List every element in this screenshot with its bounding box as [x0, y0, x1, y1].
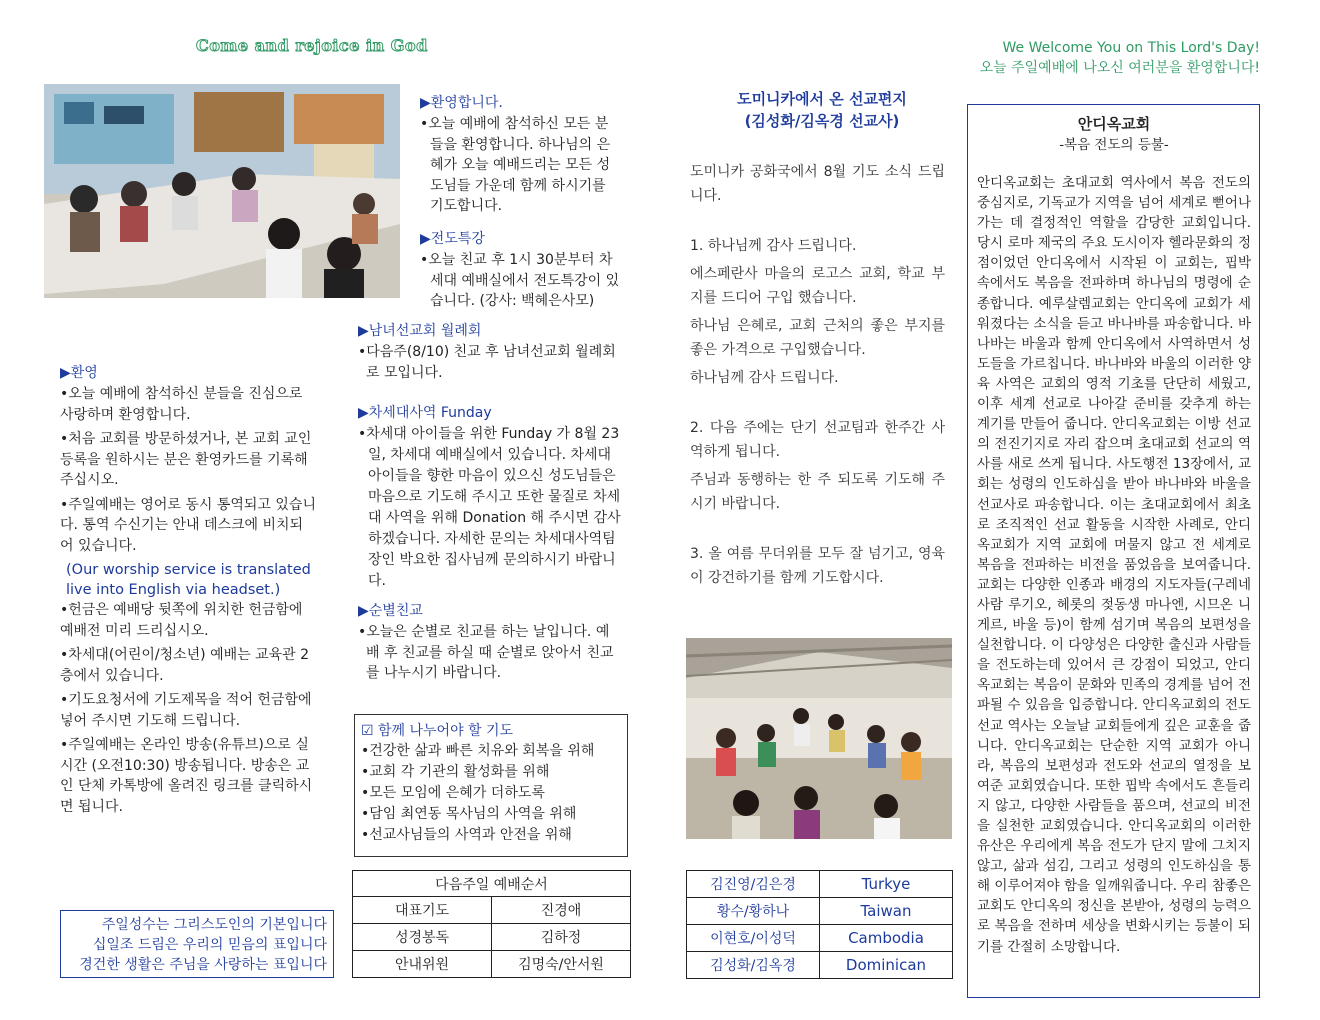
prayer-item: •교회 각 기관의 활성화를 위해 — [361, 764, 550, 780]
announcement-heading: ▶전도특강 — [420, 231, 485, 247]
announcement-funday — [358, 402, 622, 592]
welcome-heading: ▶환영 — [60, 365, 98, 381]
welcome-item: •주일예배는 영어로 동시 통역되고 있습니다. 통역 수신기는 안내 데스크에 비치되어 있습니다. — [60, 496, 316, 554]
motto-line: 경건한 생활은 주님을 사랑하는 표입니다 — [79, 957, 327, 973]
announcement-evangelism — [420, 228, 620, 312]
article-title: 안디옥교회 — [1077, 115, 1151, 133]
table-title: 다음주일 예배순서 — [353, 871, 631, 897]
english-note-line: (Our worship service is translated — [66, 562, 311, 578]
mission-letter-body — [690, 160, 945, 590]
announcement-body: •다음주(8/10) 친교 후 남녀선교회 월례회로 모입니다. — [358, 344, 616, 381]
announcement-heading: ▶차세대사역 Funday — [358, 405, 492, 421]
bulletin-slogan: Come and rejoice in God — [196, 36, 428, 55]
letter-paragraph: 하나님 은혜로, 교회 근처의 좋은 부지를 좋은 가격으로 구입했습니다. — [690, 318, 945, 358]
letter-paragraph: 3. 올 여름 무더위를 모두 잘 넘기고, 영육이 강건하기를 함께 기도합시다. — [690, 546, 945, 586]
mission-letter-header — [690, 88, 954, 132]
welcome-item: •주일예배는 온라인 방송(유튜브)으로 실시간 (오전10:30) 방송됩니다. 방송은 교인 단체 카톡방에 올려진 링크를 클릭하시면 됩니다. — [60, 737, 313, 815]
prayer-item: •담임 최연동 목사님의 사역을 위해 — [361, 806, 577, 822]
letter-paragraph: 2. 다음 주에는 단기 선교팀과 한주간 사역하게 됩니다. — [690, 420, 945, 460]
english-note-line: live into English via headset.) — [66, 582, 281, 598]
letter-paragraph: 하나님께 감사 드립니다. — [690, 370, 839, 386]
announcement-fellowship — [358, 600, 622, 684]
announcement-body: •차세대 아이들을 위한 Funday 가 8월 23일, 차세대 예배실에서 있습니다. 차세대 아이들을 향한 마음이 있으신 성도님들은 마음으로 기도해 주시고 또한 물질로 차세대 사역을 위해 Donation 해 주시면 감사하겠습니다. 자세한 문의는 차세대사역팀장인 박요한 집사님께 문의하시기 바랍니다. — [358, 426, 621, 589]
table-row — [353, 897, 631, 924]
welcome-item: •차세대(어린이/청소년) 예배는 교육관 2층에서 있습니다. — [60, 647, 310, 684]
missionary-names: 김성화/김옥경 — [687, 952, 820, 979]
announcement-heading: ▶환영합니다. — [420, 95, 503, 111]
missionary-table — [686, 870, 953, 979]
welcome-section — [60, 362, 316, 817]
order-name: 김하정 — [492, 924, 631, 951]
welcome-item: •오늘 예배에 참석하신 분들을 진심으로 사랑하며 환영합니다. — [60, 386, 303, 423]
missionary-country: Dominican — [820, 952, 953, 979]
order-name: 김명숙/안서원 — [492, 951, 631, 978]
announcement-body: •오늘은 순별로 친교를 하는 날입니다. 예배 후 친교를 하실 때 순별로 앉아서 친교를 나누시기 바랍니다. — [358, 624, 614, 681]
worship-order-table — [352, 870, 631, 978]
welcome-item: •기도요청서에 기도제목을 적어 헌금함에 넣어 주시면 기도해 드립니다. — [60, 692, 312, 729]
announcement-mission-meeting — [358, 320, 622, 383]
announcement-body: •오늘 예배에 참석하신 모든 분들을 환영합니다. 하나님의 은혜가 오늘 예배드리는 모든 성도님들 가운데 함께 하시기를 기도합니다. — [420, 116, 611, 214]
order-role: 대표기도 — [353, 897, 492, 924]
table-row — [353, 871, 631, 897]
classroom-photo — [44, 84, 400, 298]
missionary-names: 이현호/이성덕 — [687, 925, 820, 952]
order-role: 성경봉독 — [353, 924, 492, 951]
mission-church-photo-illustration — [686, 638, 952, 839]
letter-paragraph: 주님과 동행하는 한 주 되도록 기도해 주시기 바랍니다. — [690, 472, 945, 512]
announcement-heading: ▶남녀선교회 월례회 — [358, 323, 482, 339]
prayer-box — [354, 714, 628, 857]
table-row — [687, 952, 953, 979]
prayer-title: ☑ 함께 나누어야 할 기도 — [361, 723, 514, 739]
welcome-item: •처음 교회를 방문하셨거나, 본 교회 교인등록을 원하시는 분은 환영카드를 기록해 주십시오. — [60, 431, 312, 488]
letter-paragraph: 1. 하나님께 감사 드립니다. — [690, 238, 857, 254]
table-row — [353, 951, 631, 978]
mission-letter-title: 도미니카에서 온 선교편지 — [737, 90, 907, 108]
prayer-item: •모든 모임에 은혜가 더하도록 — [361, 785, 545, 801]
mission-letter-subtitle: (김성화/김옥경 선교사) — [744, 112, 900, 130]
order-role: 안내위원 — [353, 951, 492, 978]
missionary-names: 김진영/김은경 — [687, 871, 820, 898]
welcome-header — [980, 38, 1260, 78]
announcement-body: •오늘 친교 후 1시 30분부터 차세대 예배실에서 전도특강이 있습니다. (강사: 백혜은사모) — [420, 252, 620, 309]
motto-box — [60, 910, 334, 978]
letter-paragraph: 에스페란사 마을의 로고스 교회, 학교 부지를 드디어 구입 했습니다. — [690, 266, 945, 306]
motto-line: 주일성수는 그리스도인의 기본입니다 — [101, 917, 327, 933]
announcement-welcome — [420, 92, 620, 217]
motto-line: 십일조 드림은 우리의 믿음의 표입니다 — [92, 937, 327, 953]
english-translation-note — [66, 560, 316, 600]
antioch-article-box — [967, 104, 1260, 998]
missionary-names: 황수/황하나 — [687, 898, 820, 925]
article-subtitle: -복음 전도의 등불- — [1059, 137, 1169, 153]
table-row — [687, 925, 953, 952]
welcome-korean: 오늘 주일예배에 나오신 여러분을 환영합니다! — [979, 60, 1260, 76]
mission-church-photo — [686, 638, 952, 839]
letter-paragraph: 도미니카 공화국에서 8월 기도 소식 드립니다. — [690, 164, 945, 204]
classroom-photo-illustration — [44, 84, 400, 298]
missionary-country: Taiwan — [820, 898, 953, 925]
prayer-item: •건강한 삶과 빠른 치유와 회복을 위해 — [361, 743, 595, 759]
table-row — [687, 871, 953, 898]
announcement-heading: ▶순별친교 — [358, 603, 423, 619]
welcome-english: We Welcome You on This Lord's Day! — [1002, 40, 1260, 56]
table-row — [353, 924, 631, 951]
table-row — [687, 898, 953, 925]
welcome-item: •헌금은 예배당 뒷쪽에 위치한 헌금함에 예배전 미리 드리십시오. — [60, 602, 303, 639]
order-name: 진경애 — [492, 897, 631, 924]
prayer-item: •선교사님들의 사역과 안전을 위해 — [361, 827, 572, 843]
missionary-country: Turkye — [820, 871, 953, 898]
missionary-country: Cambodia — [820, 925, 953, 952]
article-body: 안디옥교회는 초대교회 역사에서 복음 전도의 중심지로, 기독교가 지역을 넘어 세계로 뻗어나가는 데 결정적인 역할을 감당한 교회입니다. 당시 로마 제국의 주요 도시이자 헬라문화의 정점이었던 안디옥에서 시작된 이 교회는, 핍박 속에서도 복음을 전파하며 하나님의 명령에 순종합니다. 예루살렘교회는 안디옥에 교회가 세워졌다는 소식을 듣고 바나바를 파송합니다. 바나바는 바울과 함께 안디옥에서 사역하면서 성도들을 가르칩니다. 바나바와 바울의 이러한 양육 사역은 교회의 영적 기초를 단단히 세웠고, 이후 세계 선교로 나아갈 준비를 갖추게 하는 계기를 만들어 줍니다. 안디옥교회는 이방 선교의 전진기지로 자리 잡으며 초대교회 선교의 역사를 새로 쓰게 됩니다. 사도행전 13장에서, 교회는 성령의 인도하심을 받아 바나바와 바울을 선교사로 파송합니다. 이는 초대교회에서 최초로 조직적인 선교 활동을 시작한 사례로, 안디옥교회가 지역 교회에 머물지 않고 전 세계로 복음을 전파하는 비전을 품었음을 보여줍니다. 교회는 다양한 인종과 배경의 지도자들(구레네 사람 루기오, 헤롯의 젖동생 마나엔, 시므온 니게르, 바울 등)이 함께 섬기며 복음의 보편성을 실천합니다. 이 다양성은 다양한 출신과 사람들을 전도하는데 있어서 큰 강점이 되었고, 안디옥교회는 복음이 문화와 민족의 경계를 넘어 전파될 수 있음을 입증합니다. 안디옥교회의 전도 선교 역사는 오늘날 교회들에게 깊은 교훈을 줍니다. 안디옥교회는 단순한 지역 교회가 아니라, 복음의 보편성과 전도와 선교의 열정을 보여준 교회였습니다. 또한 핍박 속에서도 흔들리지 않고, 다양한 사람들을 품으며, 선교의 비전을 실천한 교회였습니다. 안디옥교회의 이러한 유산은 우리에게 복음 전도가 단지 말에 그치지 않고, 삶과 섬김, 그리고 성령의 인도하심을 통해 이루어져야 함을 일깨워줍니다. 우리 참좋은교회도 안디옥의 정신을 본받아, 성령의 능력으로 복음을 전하며 세상을 변화시키는 등불이 되기를 간절히 소망합니다. — [977, 175, 1251, 955]
